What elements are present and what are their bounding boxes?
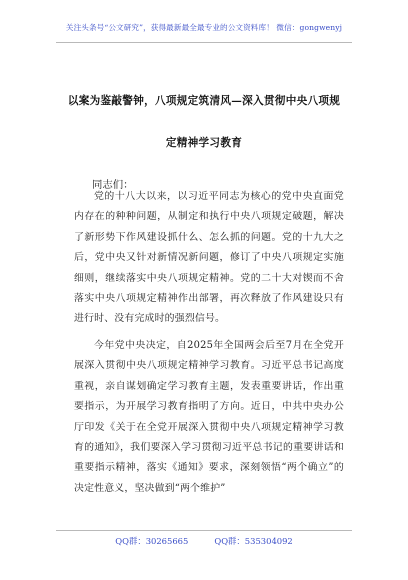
- footer-qq-group-1: QQ群：30265665: [115, 536, 189, 546]
- header-notice: 关注头条号“公文研究”，获得最新最全最专业的公文资料库！ 微信：gongwenyj: [65, 23, 343, 32]
- document-title-line-2: 定精神学习教育: [165, 137, 243, 149]
- footer: [0, 535, 408, 547]
- footer-divider: [56, 530, 352, 531]
- footer-qq-group-2: QQ群：535304092: [214, 536, 293, 546]
- document-title-line-1: 以案为鉴敲警钟，八项规定筑清风—深入贯彻中央八项规: [67, 95, 341, 107]
- header-divider: [56, 42, 352, 43]
- greeting: 同志们：: [92, 179, 134, 191]
- body-paragraph-1: 党的十八大以来，以习近平同志为核心的党中央直面党内存在的种种问题，从制定和执行中央八项规定破题，解决了新形势下作风建设抓什么、怎么抓的问题。党的十九大之后，党中央又针对新情况新问题，修订了中央八项规定实施细则，继续落实中央八项规定精神。党的二十大对锲而不舍落实中央八项规定精神作出部署，再次释放了作风建设只有进行时、没有完成时的强烈信号。: [74, 191, 344, 325]
- body-paragraph-2: 今年党中央决定，自2025年全国两会后至7月在全党开展深入贯彻中央八项规定精神学习教育。习近平总书记高度重视，亲自谋划确定学习教育主题，发表重要讲话，作出重要指示，为开展学习教育指明了方向。近日，中共中央办公厅印发《关于在全党开展深入贯彻中央八项规定精神学习教育的通知》，我们要深入学习贯彻习近平总书记的重要讲话和重要指示精神，落实《通知》要求，深刻领悟“两个确立”的决定性意义，坚决做到“两个维护”: [74, 340, 344, 494]
